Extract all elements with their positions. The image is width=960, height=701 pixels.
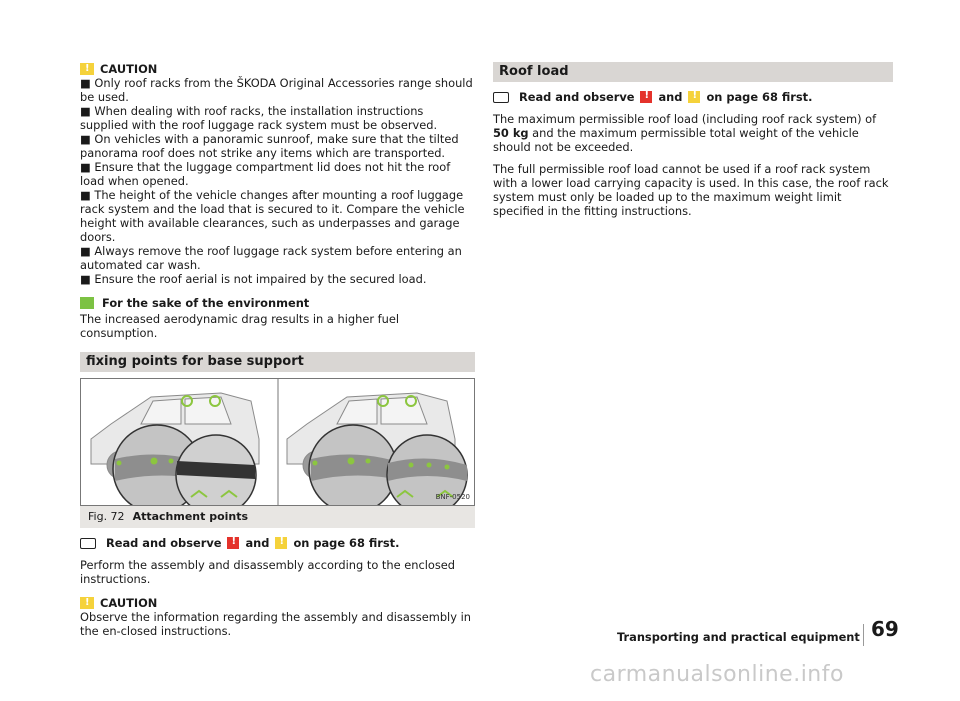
- read-and: and: [245, 536, 270, 550]
- read-suffix[interactable]: on page 68 first.: [293, 536, 400, 550]
- footer-divider: [863, 624, 864, 646]
- caution2-title: CAUTION: [100, 596, 158, 610]
- read-observe-line: [493, 90, 893, 104]
- caution-bullet: ■ When dealing with roof racks, the installation instructions supplied with the roof luggage rack system must be observed.: [80, 104, 438, 132]
- read-prefix: Read and observe: [106, 536, 222, 550]
- read-observe-line: [80, 536, 475, 550]
- warning-icon[interactable]: [227, 537, 239, 549]
- figure-code: BNF-0520: [435, 493, 470, 501]
- caution-heading: [80, 62, 475, 76]
- section-title-fixing-points: fixing points for base support: [80, 352, 475, 372]
- page-number: 69: [871, 617, 899, 641]
- recycle-icon: [80, 297, 94, 309]
- read-suffix[interactable]: on page 68 first.: [706, 90, 813, 104]
- environment-title: For the sake of the environment: [102, 296, 310, 310]
- book-icon: [493, 92, 509, 103]
- roof-load-paragraph-1: [493, 112, 893, 154]
- para1-start: The maximum permissible roof load (including roof rack system) of: [493, 112, 877, 126]
- figure-label: Fig. 72: [88, 510, 125, 523]
- watermark: carmanualsonline.info: [590, 662, 844, 687]
- caution-bullets: [80, 76, 475, 286]
- car-illustration: [81, 379, 474, 505]
- para1-end: and the maximum permissible total weight of the vehicle should not be exceeded.: [493, 126, 859, 154]
- read-prefix: Read and observe: [519, 90, 635, 104]
- attachment-points-figure: [80, 378, 475, 506]
- caution-bullet: ■ Always remove the roof luggage rack system before entering an automated car wash.: [80, 244, 462, 272]
- environment-heading: [80, 296, 475, 310]
- caution-bullet: ■ Ensure that the luggage compartment lid does not hit the roof load when opened.: [80, 160, 451, 188]
- caution-bullet: ■ The height of the vehicle changes after mounting a roof luggage rack system and the load that is secured to it. Compare the vehicle height with available clearances, such as underpasses and garage doors.: [80, 188, 465, 244]
- right-column: [493, 62, 893, 218]
- left-column: [80, 62, 475, 638]
- caution-ref-icon[interactable]: [275, 537, 287, 549]
- figure-caption: [80, 506, 475, 528]
- section-title-roof-load: Roof load: [493, 62, 893, 82]
- caution-ref-icon[interactable]: [688, 91, 700, 103]
- caution-bullet: ■ Ensure the roof aerial is not impaired by the secured load.: [80, 272, 427, 286]
- read-and: and: [658, 90, 683, 104]
- caution-icon: [80, 63, 94, 75]
- environment-text: The increased aerodynamic drag results in a higher fuel consumption.: [80, 312, 400, 340]
- caution-title: CAUTION: [100, 62, 158, 76]
- footer-chapter-title: Transporting and practical equipment: [617, 630, 860, 644]
- warning-icon[interactable]: [640, 91, 652, 103]
- figure-caption-text: Attachment points: [132, 510, 249, 523]
- caution-icon: [80, 597, 94, 609]
- caution-bullet: ■ Only roof racks from the ŠKODA Original Accessories range should be used.: [80, 76, 473, 104]
- assembly-paragraph: Perform the assembly and disassembly according to the enclosed instructions.: [80, 558, 456, 586]
- caution-bullet: ■ On vehicles with a panoramic sunroof, make sure that the tilted panorama roof does not strike any items which are transported.: [80, 132, 459, 160]
- caution2-text: Observe the information regarding the assembly and disassembly in the en-closed instructions.: [80, 610, 471, 638]
- max-roof-load: 50 kg: [493, 126, 529, 140]
- caution2-heading: [80, 596, 475, 610]
- roof-load-paragraph-2: The full permissible roof load cannot be used if a roof rack system with a lower load carrying capacity is used. In this case, the roof rack system must only be loaded up to the maximum weight limit specified in the fitting instructions.: [493, 162, 889, 218]
- book-icon: [80, 538, 96, 549]
